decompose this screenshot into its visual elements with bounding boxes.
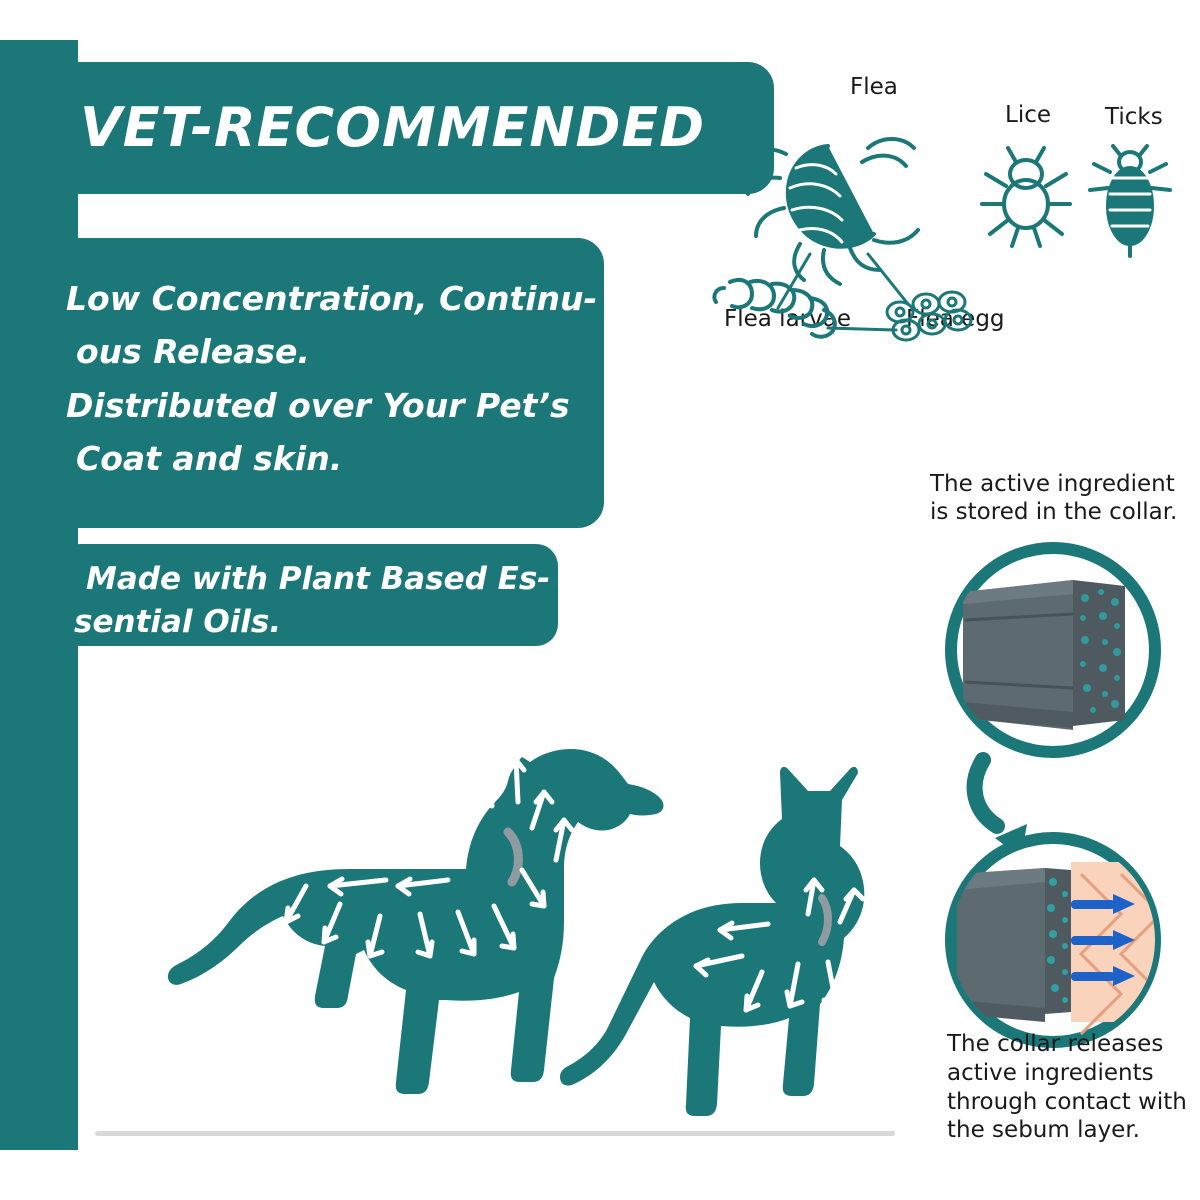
collar-diagram bbox=[905, 470, 1200, 1170]
left-accent-bar-notch bbox=[0, 0, 78, 40]
pest-diagram bbox=[700, 58, 1200, 358]
lice-icon bbox=[982, 148, 1070, 246]
pest-diagram-graphics bbox=[700, 58, 1200, 358]
pet-distribution-illustration bbox=[60, 720, 920, 1150]
collar-bottom-caption-line-3: through contact with bbox=[947, 1088, 1187, 1115]
pets-graphics bbox=[60, 720, 920, 1150]
collar-top-caption bbox=[930, 470, 1198, 526]
collar-bottom-caption-line-2: active ingredients bbox=[947, 1059, 1154, 1086]
oils-line-2: sential Oils. bbox=[74, 604, 282, 641]
headline-panel bbox=[44, 62, 774, 194]
collar-diagram-graphics bbox=[905, 522, 1200, 1082]
benefits-line-3: Distributed over Your Pet’s bbox=[66, 385, 570, 425]
ingredient-arrows-icon bbox=[1071, 894, 1135, 986]
flea-label: Flea bbox=[850, 74, 898, 100]
collar-closeup-bottom bbox=[951, 838, 1167, 1042]
tick-icon bbox=[1090, 146, 1170, 256]
dog-silhouette-icon bbox=[168, 749, 664, 1094]
collar-bottom-caption-line-4: the sebum layer. bbox=[947, 1117, 1140, 1144]
flea-larvae-icon bbox=[714, 280, 834, 337]
benefits-panel bbox=[44, 238, 604, 528]
collar-top-caption-line-1: The active ingredient bbox=[930, 471, 1175, 497]
collar-closeup-top bbox=[951, 548, 1155, 752]
collar-bottom-caption bbox=[947, 1030, 1197, 1145]
flea-larvae-label: Flea larvae bbox=[724, 306, 851, 332]
flea-egg-label: Flea egg bbox=[906, 306, 1005, 332]
ticks-label: Ticks bbox=[1105, 104, 1163, 130]
flea-egg-icon bbox=[887, 292, 971, 340]
lice-label: Lice bbox=[1005, 102, 1051, 128]
flea-icon bbox=[748, 139, 918, 284]
benefits-line-2: ous Release. bbox=[76, 332, 310, 372]
collar-top-caption-line-2: is stored in the collar. bbox=[930, 499, 1178, 526]
benefits-line-4: Coat and skin. bbox=[76, 439, 343, 479]
headline-text: VET-RECOMMENDED bbox=[80, 96, 706, 159]
oils-line-1: Made with Plant Based Es- bbox=[86, 561, 551, 597]
benefits-line-1: Low Concentration, Continu- bbox=[66, 279, 598, 318]
collar-bottom-caption-line-1: The collar releases bbox=[947, 1031, 1164, 1057]
curved-arrow-icon bbox=[975, 760, 997, 826]
essential-oils-panel bbox=[58, 544, 558, 646]
ground-line bbox=[95, 1131, 895, 1136]
